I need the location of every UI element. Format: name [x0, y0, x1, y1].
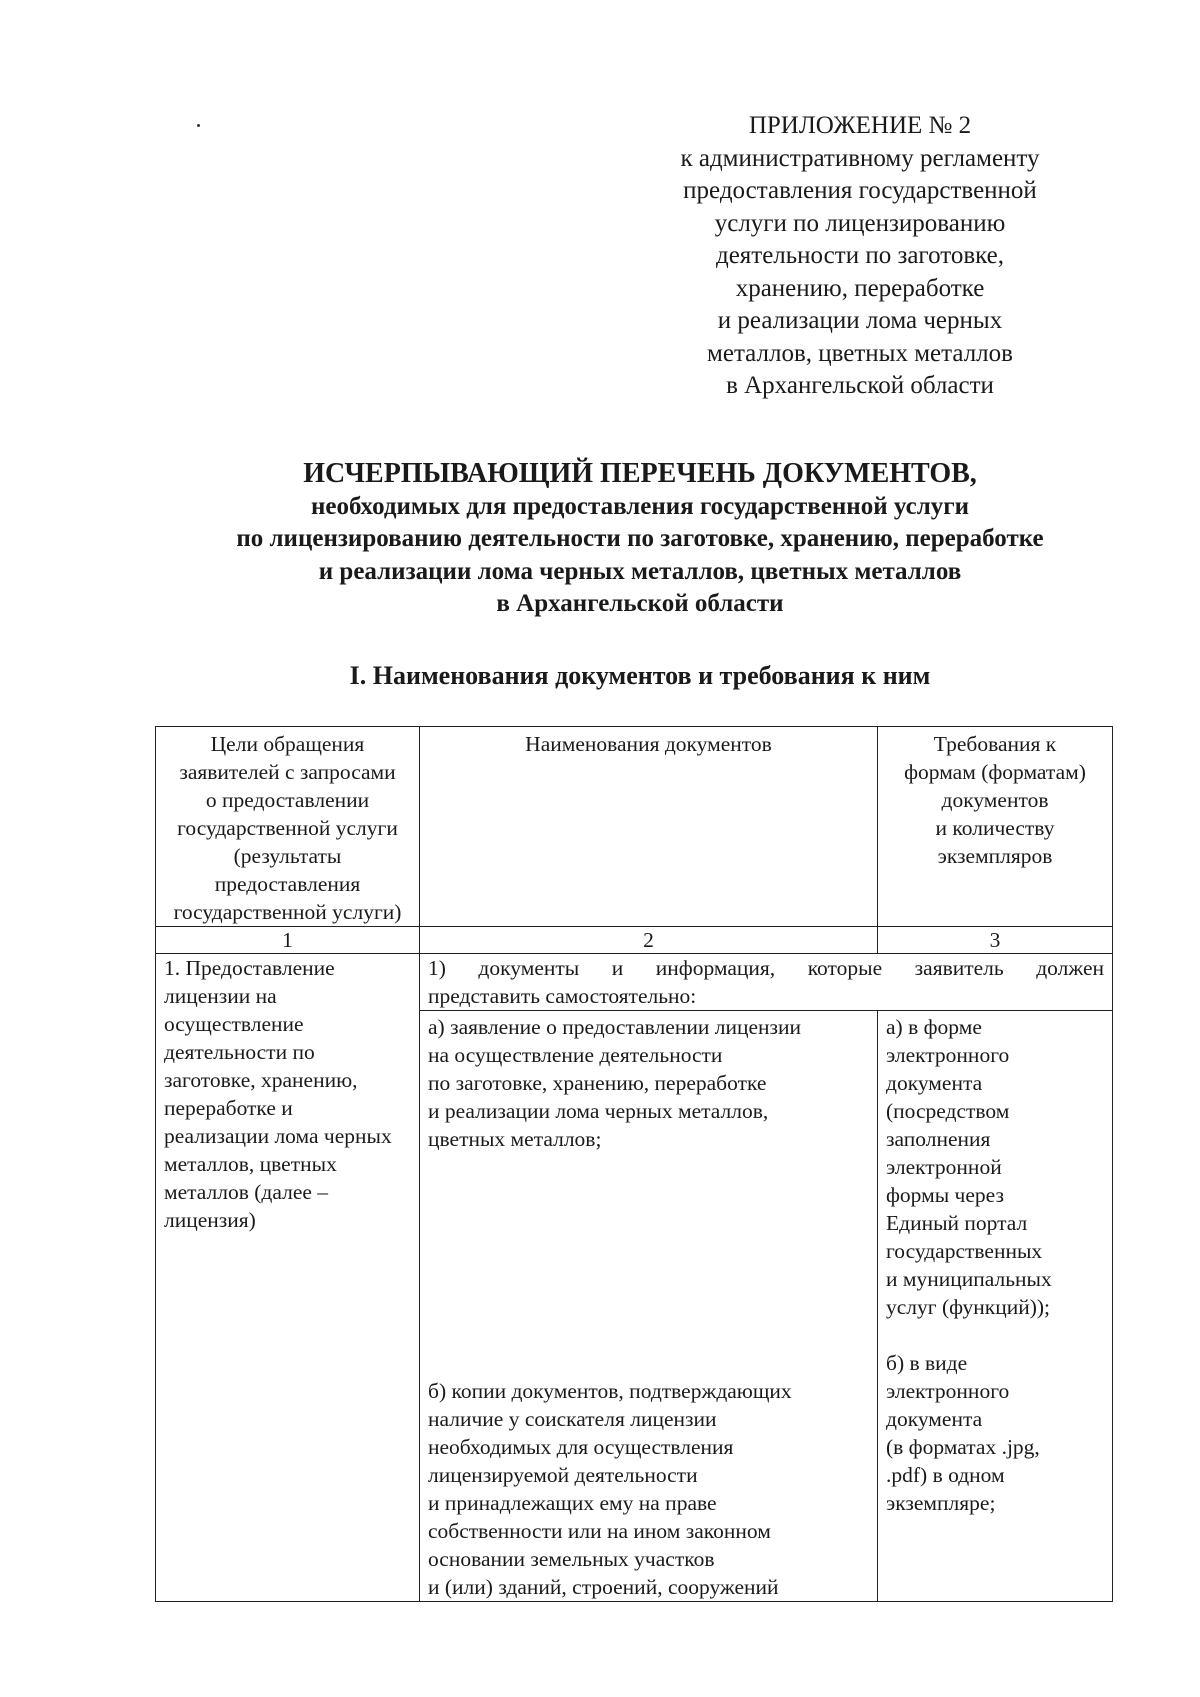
header-cell-documents — [420, 727, 878, 927]
requirement-line: документа — [886, 1407, 983, 1431]
document-line: и принадлежащих ему на праве — [428, 1491, 717, 1515]
column-number: 1 — [156, 927, 420, 954]
requirement-line: электронного — [886, 1379, 1010, 1403]
header-cell-goals — [156, 727, 420, 927]
annex-line: ПРИЛОЖЕНИЕ № 2 — [748, 112, 972, 139]
goal-line: реализации лома черных — [164, 1124, 392, 1148]
header-line: государственной услуги) — [173, 900, 402, 924]
annex-line: металлов, цветных металлов — [707, 339, 1013, 367]
requirements-cell — [878, 1011, 1113, 1602]
document-title — [100, 458, 1180, 621]
requirement-line: и муниципальных — [886, 1267, 1052, 1291]
header-line: документов — [941, 788, 1049, 812]
requirement-line: электронного — [886, 1043, 1010, 1067]
annex-line: услуги по лицензированию — [714, 209, 1006, 237]
header-line: о предоставлении — [205, 788, 370, 812]
goal-line: 1. Предоставление — [164, 956, 335, 980]
document-line: на осуществление деятельности — [428, 1043, 723, 1067]
goal-line: металлов (далее – — [164, 1180, 329, 1204]
document-line: лицензируемой деятельности — [428, 1463, 698, 1487]
document-line: б) копии документов, подтверждающих — [428, 1379, 792, 1403]
goal-line: деятельности по — [164, 1040, 315, 1064]
document-line: основании земельных участков — [428, 1547, 715, 1571]
annex-line: в Архангельской области — [726, 372, 994, 399]
document-line: и (или) зданий, строений, сооружений — [428, 1575, 779, 1599]
requirement-line: (посредством — [886, 1099, 1010, 1123]
header-line: экземпляров — [937, 844, 1053, 868]
document-cell — [420, 1011, 878, 1602]
document-line: собственности или на ином законном — [428, 1519, 771, 1543]
requirement-line: формы через — [886, 1183, 1004, 1207]
annex-line: хранению, переработке — [735, 274, 985, 302]
goal-line: переработке и — [164, 1096, 293, 1120]
annex-header — [630, 110, 1090, 403]
requirement-line: услуг (функций)); — [886, 1295, 1051, 1319]
document-line: и реализации лома черных металлов, — [428, 1099, 769, 1123]
goal-line: лицензия) — [164, 1208, 256, 1232]
goal-line: заготовке, хранению, — [164, 1068, 358, 1092]
requirement-line: б) в виде — [886, 1351, 968, 1375]
header-line: предоставления — [214, 872, 361, 896]
table-row — [156, 954, 1113, 1011]
column-number: 2 — [420, 927, 878, 954]
header-line: Цели обращения — [210, 732, 365, 756]
requirement-line: (в форматах .jpg, — [886, 1435, 1040, 1459]
goal-line: металлов, цветных — [164, 1152, 337, 1176]
title-line: и реализации лома черных металлов, цветных металлов — [318, 557, 962, 585]
requirement-line: документа — [886, 1071, 983, 1095]
document-line: а) заявление о предоставлении лицензии — [428, 1015, 802, 1039]
header-line: Требования к — [933, 732, 1057, 756]
header-line: государственной услуги — [177, 816, 398, 840]
group-heading-cell — [420, 954, 1113, 1011]
title-line: ИСЧЕРПЫВАЮЩИЙ ПЕРЕЧЕНЬ ДОКУМЕНТОВ, — [303, 458, 977, 489]
document-line: по заготовке, хранению, переработке — [428, 1071, 767, 1095]
document-line: наличие у соискателя лицензии — [428, 1407, 717, 1431]
header-line: формам (форматам) — [904, 760, 1086, 784]
header-line: (результаты — [233, 844, 342, 868]
requirement-line: заполнения — [886, 1127, 991, 1151]
documents-table — [155, 726, 1113, 1602]
title-line: по лицензированию деятельности по заготовке, хранению, переработке — [236, 525, 1044, 552]
annex-line: деятельности по заготовке, — [715, 242, 1005, 269]
annex-line: предоставления государственной — [683, 177, 1037, 204]
column-number: 3 — [878, 927, 1113, 954]
document-line: необходимых для осуществления — [428, 1435, 734, 1459]
requirement-line: .pdf) в одном — [886, 1463, 1005, 1487]
goal-line: лицензии на — [164, 984, 277, 1008]
document-line: цветных металлов; — [428, 1127, 602, 1151]
column-number-row — [156, 927, 1113, 954]
section-title: I. Наименования документов и требования к ним — [349, 661, 931, 690]
header-line: заявителей с запросами — [179, 760, 396, 784]
title-line: в Архангельской области — [496, 590, 784, 617]
table-header-row — [156, 727, 1113, 927]
requirement-line: государственных — [886, 1239, 1043, 1263]
group-heading-line: 1) документы и информация, которые заявитель должен — [428, 956, 1104, 980]
scan-speck — [197, 124, 200, 127]
requirement-line: а) в форме — [886, 1015, 982, 1039]
goal-line: осуществление — [164, 1012, 304, 1036]
header-line: Наименования документов — [525, 732, 772, 756]
header-cell-requirements — [878, 727, 1113, 927]
requirement-line: электронной — [886, 1155, 1002, 1179]
goal-cell — [156, 954, 420, 1602]
annex-line: и реализации лома черных — [717, 307, 1003, 334]
group-heading-line: представить самостоятельно: — [428, 984, 697, 1008]
annex-line: к административному регламенту — [680, 144, 1040, 172]
requirement-line: Единый портал — [886, 1211, 1028, 1235]
requirement-line: экземпляре; — [886, 1491, 996, 1515]
header-line: и количеству — [935, 816, 1055, 840]
title-line: необходимых для предоставления государственной услуги — [311, 492, 969, 520]
